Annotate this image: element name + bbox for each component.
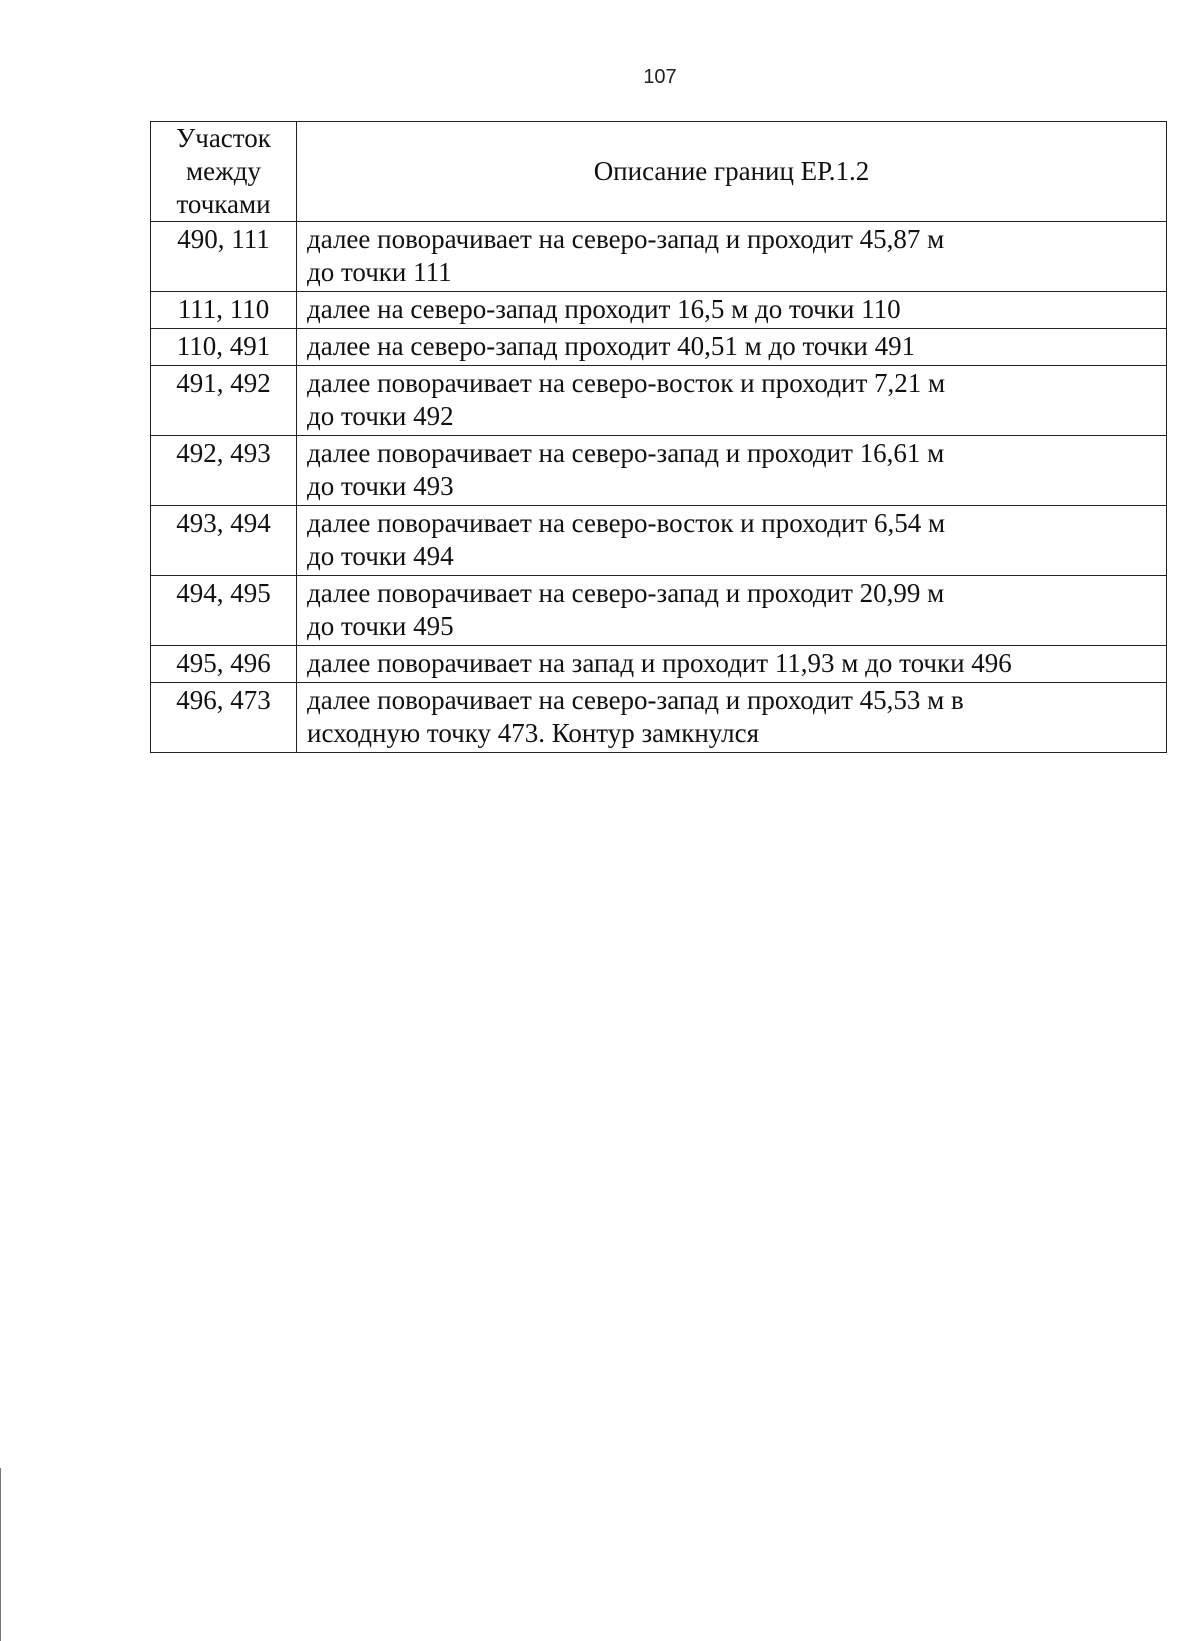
description-cell bbox=[297, 329, 1167, 366]
segment-header-line: между bbox=[186, 156, 261, 186]
segment-cell: 491, 492 bbox=[151, 366, 297, 436]
description-line: до точки 494 bbox=[307, 541, 454, 571]
scan-edge-line bbox=[0, 1468, 1, 1641]
table-row bbox=[151, 576, 1167, 646]
segment-cell: 111, 110 bbox=[151, 292, 297, 329]
description-cell bbox=[297, 576, 1167, 646]
segment-header-line: точками bbox=[176, 189, 271, 219]
description-line: далее поворачивает на запад и проходит 11,93 м до точки 496 bbox=[307, 648, 1012, 678]
boundary-table-container bbox=[150, 121, 1166, 753]
description-cell bbox=[297, 366, 1167, 436]
description-line: далее поворачивает на северо-запад и проходит 45,87 м bbox=[307, 224, 945, 254]
description-cell bbox=[297, 506, 1167, 576]
segment-cell: 495, 496 bbox=[151, 646, 297, 683]
description-line: далее поворачивает на северо-запад и проходит 16,61 м bbox=[307, 438, 945, 468]
description-cell bbox=[297, 646, 1167, 683]
table-row bbox=[151, 436, 1167, 506]
description-cell bbox=[297, 436, 1167, 506]
segment-header-line: Участок bbox=[176, 123, 271, 153]
segment-cell: 490, 111 bbox=[151, 222, 297, 292]
description-cell bbox=[297, 292, 1167, 329]
description-line: далее поворачивает на северо-запад и проходит 20,99 м bbox=[307, 578, 945, 608]
description-line: до точки 492 bbox=[307, 401, 454, 431]
description-line: далее на северо-запад проходит 16,5 м до точки 110 bbox=[307, 294, 901, 324]
description-line: далее поворачивает на северо-восток и проходит 6,54 м bbox=[307, 508, 946, 538]
boundary-description-table bbox=[150, 121, 1167, 753]
description-line: исходную точку 473. Контур замкнулся bbox=[307, 718, 759, 748]
description-cell bbox=[297, 222, 1167, 292]
description-line: далее поворачивает на северо-восток и проходит 7,21 м bbox=[307, 368, 946, 398]
table-row bbox=[151, 366, 1167, 436]
table-row bbox=[151, 683, 1167, 753]
segment-cell: 492, 493 bbox=[151, 436, 297, 506]
segment-column-header bbox=[151, 122, 297, 222]
table-row bbox=[151, 292, 1167, 329]
segment-cell: 493, 494 bbox=[151, 506, 297, 576]
table-header-row bbox=[151, 122, 1167, 222]
segment-cell: 110, 491 bbox=[151, 329, 297, 366]
description-column-header: Описание границ ЕР.1.2 bbox=[297, 122, 1167, 222]
description-line: далее на северо-запад проходит 40,51 м до точки 491 bbox=[307, 331, 916, 361]
description-cell bbox=[297, 683, 1167, 753]
description-line: далее поворачивает на северо-запад и проходит 45,53 м в bbox=[307, 685, 964, 715]
table-body bbox=[151, 222, 1167, 753]
segment-cell: 494, 495 bbox=[151, 576, 297, 646]
description-line: до точки 111 bbox=[307, 257, 452, 287]
table-row bbox=[151, 506, 1167, 576]
description-line: до точки 495 bbox=[307, 611, 454, 641]
table-row bbox=[151, 222, 1167, 292]
table-row bbox=[151, 329, 1167, 366]
table-row bbox=[151, 646, 1167, 683]
page-number: 107 bbox=[643, 66, 677, 88]
description-line: до точки 493 bbox=[307, 471, 454, 501]
segment-cell: 496, 473 bbox=[151, 683, 297, 753]
